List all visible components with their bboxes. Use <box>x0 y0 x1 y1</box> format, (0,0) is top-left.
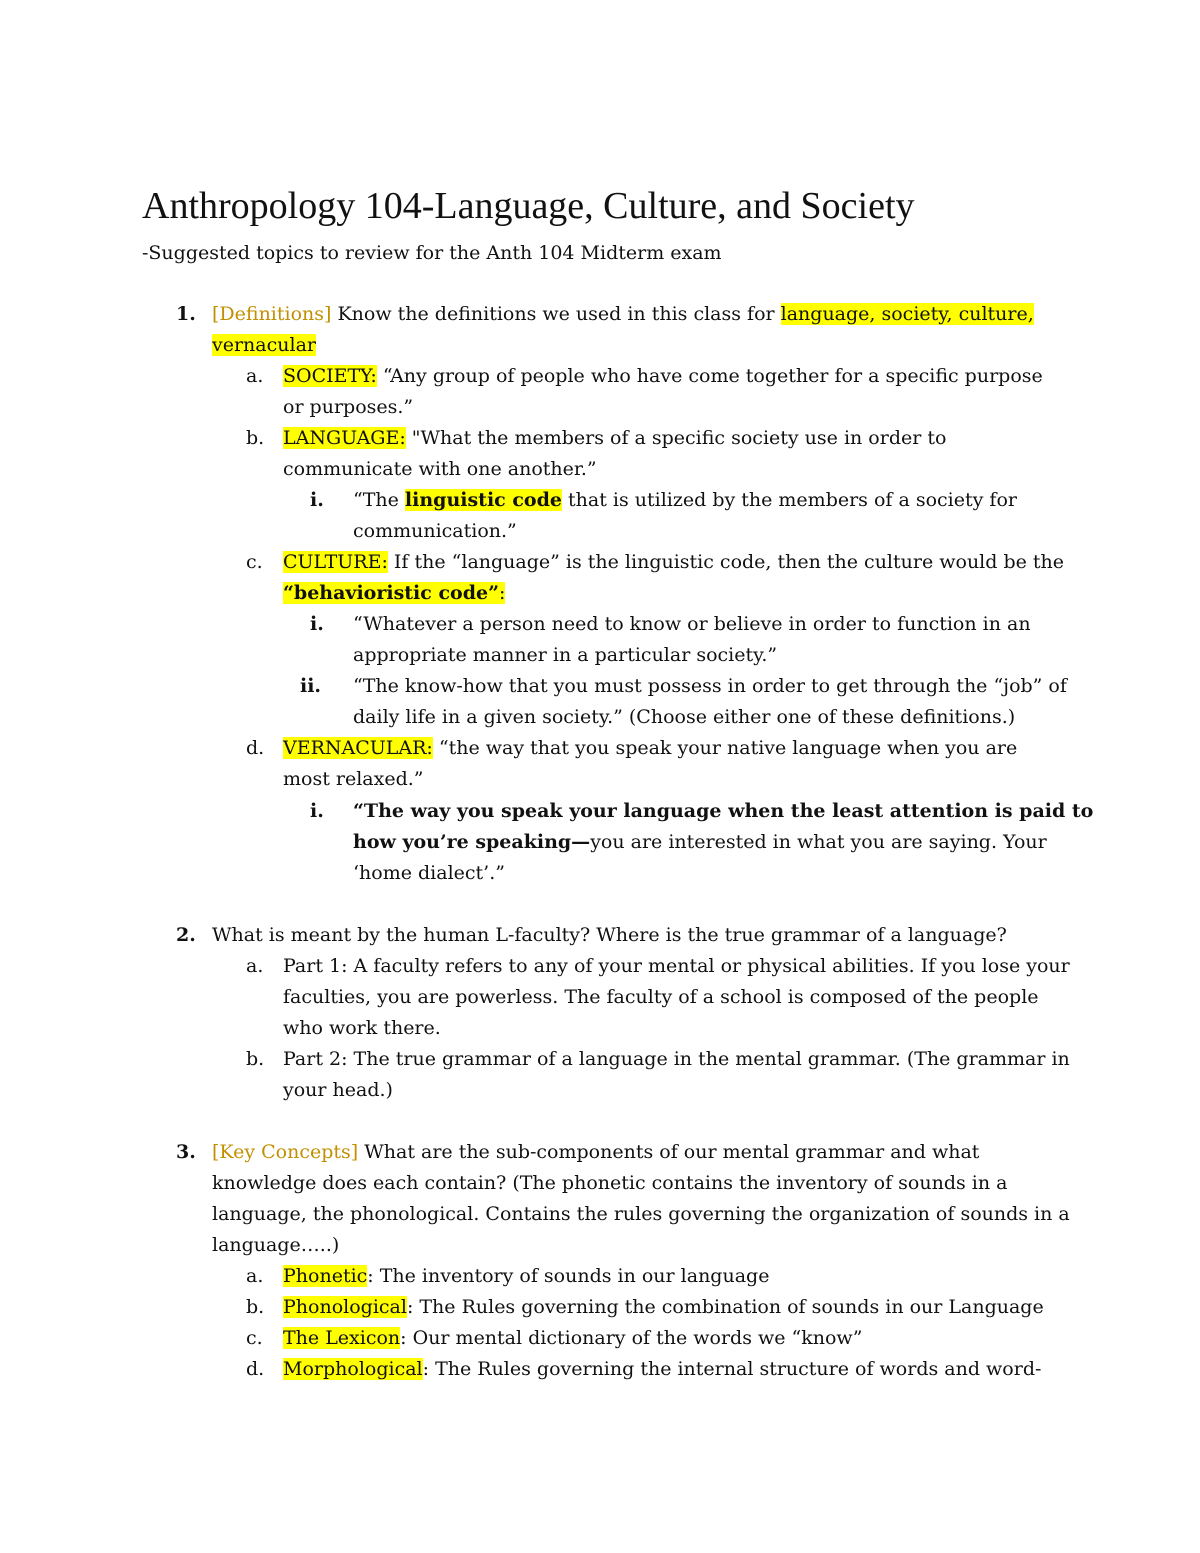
q3d-text: : The Rules governing the internal structure of words and word- <box>422 1358 1042 1380</box>
q1b-i-roman: i. <box>310 489 324 511</box>
q1b-i-pre: “The <box>353 489 405 511</box>
q3d-letter: d. <box>246 1358 265 1380</box>
q3-line1 <box>212 1137 979 1168</box>
q1-line2 <box>212 330 316 361</box>
q1c-colon: : <box>499 582 506 604</box>
q2a-letter: a. <box>246 955 264 977</box>
q1-terms-line1: language, society, culture, <box>780 303 1034 325</box>
q1c-letter: c. <box>246 551 263 573</box>
document-subtitle: -Suggested topics to review for the Anth 104 Midterm exam <box>142 242 722 264</box>
q1b-i-bold: linguistic code <box>404 489 562 511</box>
q1c-i-line1: “Whatever a person need to know or believe in order to function in an <box>353 613 1031 635</box>
q1-number: 1. <box>176 303 196 325</box>
q1a-letter: a. <box>246 365 264 387</box>
q1b-i-line2: communication.” <box>353 520 517 542</box>
document-title: Anthropology 104-Language, Culture, and Society <box>142 185 915 227</box>
q1d-line2: most relaxed.” <box>283 768 424 790</box>
q1d-i-line3: ‘home dialect’.” <box>353 862 505 884</box>
q1a-line2: or purposes.” <box>283 396 414 418</box>
q1a-line1 <box>283 361 1043 392</box>
q1d-i-rest: you are interested in what you are saying. Your <box>590 831 1047 853</box>
q1c-line2 <box>283 578 505 609</box>
q3b-text: : The Rules governing the combination of sounds in our Language <box>406 1296 1044 1318</box>
q1d-letter: d. <box>246 737 265 759</box>
q1-line1 <box>212 299 1034 330</box>
q1c-i-roman: i. <box>310 613 324 635</box>
q1d-i-line1: “The way you speak your language when the least attention is paid to <box>353 800 1094 822</box>
q3a-line <box>283 1261 769 1292</box>
q1a-term: SOCIETY: <box>283 365 377 387</box>
q1b-text: "What the members of a specific society use in order to <box>405 427 947 449</box>
q1b-letter: b. <box>246 427 265 449</box>
q3c-line <box>283 1323 862 1354</box>
q1c-i-line2: appropriate manner in a particular society.” <box>353 644 778 666</box>
q3-line2: knowledge does each contain? (The phonetic contains the inventory of sounds in a <box>212 1172 1008 1194</box>
q2b-line1: Part 2: The true grammar of a language in the mental grammar. (The grammar in <box>283 1048 1070 1070</box>
q2a-line1: Part 1: A faculty refers to any of your mental or physical abilities. If you lose your <box>283 955 1070 977</box>
q1b-i-post: that is utilized by the members of a society for <box>561 489 1017 511</box>
q2b-line2: your head.) <box>283 1079 393 1101</box>
q1d-i-roman: i. <box>310 800 324 822</box>
q3c-text: : Our mental dictionary of the words we “know” <box>400 1327 863 1349</box>
q2a-line2: faculties, you are powerless. The faculty of a school is composed of the people <box>283 986 1039 1008</box>
q1c-bold: “behavioristic code” <box>283 582 500 604</box>
q1-text: Know the definitions we used in this class for <box>331 303 781 325</box>
q3c-letter: c. <box>246 1327 263 1349</box>
q3a-letter: a. <box>246 1265 264 1287</box>
q1c-text: If the “language” is the linguistic code, then the culture would be the <box>387 551 1065 573</box>
q3a-term: Phonetic <box>283 1265 368 1287</box>
q1b-line2: communicate with one another.” <box>283 458 597 480</box>
q1b-line1 <box>283 423 946 454</box>
q2b-letter: b. <box>246 1048 265 1070</box>
q1b-term: LANGUAGE: <box>283 427 406 449</box>
q3-text: What are the sub-components of our mental grammar and what <box>358 1141 980 1163</box>
q1d-text: “the way that you speak your native language when you are <box>432 737 1018 759</box>
q1d-i-bold: how you’re speaking— <box>353 831 591 853</box>
q3-number: 3. <box>176 1141 196 1163</box>
q2a-line3: who work there. <box>283 1017 441 1039</box>
q3-tag: [Key Concepts] <box>212 1141 359 1163</box>
q3b-line <box>283 1292 1044 1323</box>
q1d-line1 <box>283 733 1017 764</box>
q3-line4: language…..) <box>212 1234 340 1256</box>
q2-number: 2. <box>176 924 196 946</box>
q3a-text: : The inventory of sounds in our language <box>367 1265 770 1287</box>
q3c-term: The Lexicon <box>283 1327 401 1349</box>
q1-terms-line2: vernacular <box>212 334 316 356</box>
q1c-term: CULTURE: <box>283 551 388 573</box>
q1-tag: [Definitions] <box>212 303 332 325</box>
q1c-ii-line2: daily life in a given society.” (Choose either one of these definitions.) <box>353 706 1016 728</box>
q3b-letter: b. <box>246 1296 265 1318</box>
q1a-text: “Any group of people who have come together for a specific purpose <box>376 365 1043 387</box>
q1c-line1 <box>283 547 1064 578</box>
q1b-i-line1 <box>353 485 1017 516</box>
q3d-term: Morphological <box>283 1358 423 1380</box>
q1d-i-line2 <box>353 827 1047 858</box>
q3d-line <box>283 1354 1041 1385</box>
q1c-ii-roman: ii. <box>300 675 322 697</box>
q2-line1: What is meant by the human L-faculty? Where is the true grammar of a language? <box>212 924 1007 946</box>
q3b-term: Phonological <box>283 1296 407 1318</box>
q3-line3: language, the phonological. Contains the rules governing the organization of sounds in a <box>212 1203 1070 1225</box>
q1d-term: VERNACULAR: <box>283 737 433 759</box>
q1c-ii-line1: “The know-how that you must possess in order to get through the “job” of <box>353 675 1067 697</box>
